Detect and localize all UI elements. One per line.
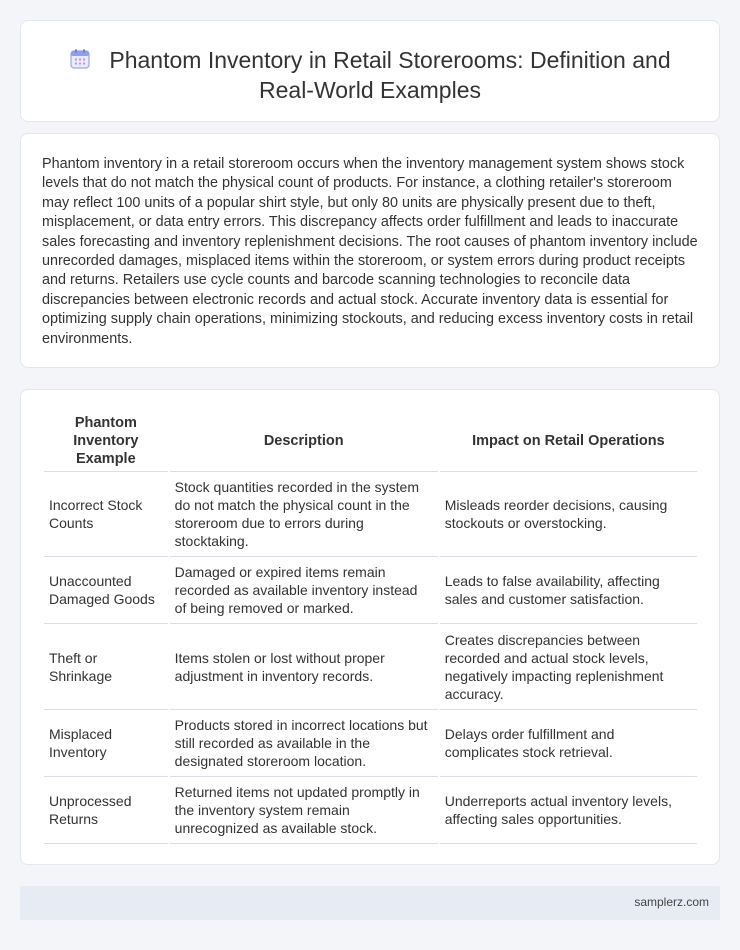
table-row <box>44 472 697 557</box>
title-card <box>20 20 720 122</box>
table-row <box>44 557 697 624</box>
header-example: Phantom Inventory Example <box>44 411 168 472</box>
cell-description: Products stored in incorrect locations but still recorded as available in the designated storeroom location. <box>170 710 438 777</box>
cell-impact: Underreports actual inventory levels, affecting sales opportunities. <box>440 777 697 844</box>
table-row <box>44 710 697 777</box>
cell-example: Unprocessed Returns <box>44 777 168 844</box>
cell-impact: Leads to false availability, affecting sales and customer satisfaction. <box>440 557 697 624</box>
cell-description: Damaged or expired items remain recorded as available inventory instead of being removed or marked. <box>170 557 438 624</box>
cell-impact: Delays order fulfillment and complicates stock retrieval. <box>440 710 697 777</box>
phantom-inventory-table <box>42 411 699 844</box>
table-row <box>44 624 697 710</box>
table-header-row <box>44 411 697 472</box>
cell-impact: Misleads reorder decisions, causing stockouts or overstocking. <box>440 472 697 557</box>
page-header <box>21 45 719 105</box>
calendar-icon <box>69 48 91 70</box>
footer-bar <box>20 886 720 920</box>
table-card <box>20 389 720 865</box>
page-title: Phantom Inventory in Retail Storerooms: Definition and Real-World Examples <box>109 47 671 103</box>
cell-description: Items stolen or lost without proper adjustment in inventory records. <box>170 624 438 710</box>
cell-example: Incorrect Stock Counts <box>44 472 168 557</box>
header-description: Description <box>170 411 438 472</box>
cell-impact: Creates discrepancies between recorded and actual stock levels, negatively impacting replenishment accuracy. <box>440 624 697 710</box>
intro-card <box>20 133 720 368</box>
cell-example: Unaccounted Damaged Goods <box>44 557 168 624</box>
cell-description: Stock quantities recorded in the system do not match the physical count in the storeroom due to errors during stocktaking. <box>170 472 438 557</box>
cell-example: Theft or Shrinkage <box>44 624 168 710</box>
cell-description: Returned items not updated promptly in the inventory system remain unrecognized as available stock. <box>170 777 438 844</box>
intro-paragraph: Phantom inventory in a retail storeroom occurs when the inventory management system shows stock levels that do not match the physical count of products. For instance, a clothing retailer's storeroom may reflect 100 units of a popular shirt style, but only 80 units are physically present due to theft, misplacement, or data entry errors. This discrepancy affects order fulfillment and leads to inaccurate sales forecasting and inventory replenishment decisions. The root causes of phantom inventory include unrecorded damages, misplaced items within the storeroom, or system errors during product receipts and returns. Retailers use cycle counts and barcode scanning technologies to reconcile data discrepancies between electronic records and actual stock. Accurate inventory data is essential for optimizing supply chain operations, minimizing stockouts, and reducing excess inventory costs in retail environments. <box>42 156 698 347</box>
table-row <box>44 777 697 844</box>
footer-site-link[interactable]: samplerz.com <box>634 895 709 909</box>
header-impact: Impact on Retail Operations <box>440 411 697 472</box>
cell-example: Misplaced Inventory <box>44 710 168 777</box>
